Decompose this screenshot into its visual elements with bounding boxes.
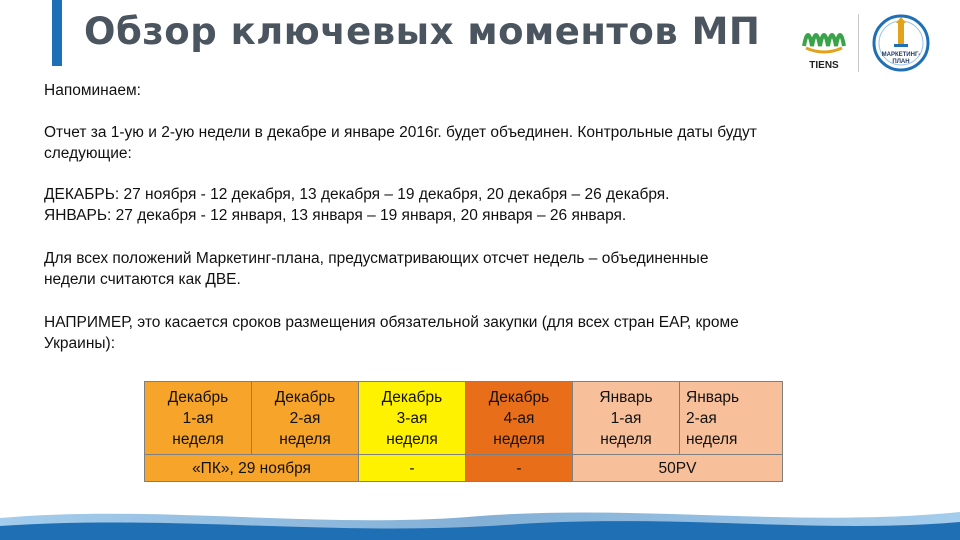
table-header-row: [145, 382, 783, 455]
tiens-logo: [798, 16, 850, 72]
header-month: Декабрь: [167, 388, 229, 406]
page-title: Обзор ключевых моментов МП: [84, 10, 761, 53]
december-dates: ДЕКАБРЬ: 27 ноября - 12 декабря, 13 декабря – 19 декабря, 20 декабря – 26 декабря.: [44, 186, 670, 203]
content-area: [44, 80, 924, 354]
example-text-line2: Украины):: [44, 335, 115, 352]
logo-divider: [858, 14, 859, 72]
header-week: 2-ая: [289, 409, 321, 427]
header-week: 4-ая: [503, 409, 535, 427]
header-cell-jan-week1: [573, 382, 680, 455]
footer-wave-decoration: [0, 500, 960, 540]
header-word: неделя: [686, 430, 738, 448]
header-month: Январь: [599, 388, 653, 406]
report-text-line2: следующие:: [44, 145, 132, 162]
header-cell-dec-week1: [145, 382, 252, 455]
january-dates: ЯНВАРЬ: 27 декабря - 12 января, 13 января – 19 января, 20 января – 26 января.: [44, 207, 627, 224]
header-word: неделя: [172, 430, 224, 448]
value-cell-dec-weeks-1-2: «ПК», 29 ноября: [145, 455, 359, 482]
value-cell-dec-week4: -: [466, 455, 573, 482]
header-cell-dec-week3: [359, 382, 466, 455]
mp-logo-line2: ПЛАН: [892, 59, 910, 65]
report-text-line1: Отчет за 1-ую и 2-ую недели в декабре и январе 2016г. будет объединен. Контрольные даты будут: [44, 124, 757, 141]
header-month: Декабрь: [274, 388, 336, 406]
header-month: Декабрь: [488, 388, 550, 406]
table-values-row: [145, 455, 783, 482]
header-word: неделя: [386, 430, 438, 448]
header-week: 1-ая: [182, 409, 214, 427]
marketing-plan-logo: [872, 14, 930, 72]
weeks-table: [144, 381, 783, 482]
header-word: неделя: [493, 430, 545, 448]
mp-logo-line1: МАРКЕТИНГ-: [881, 52, 921, 58]
header-cell-dec-week4: [466, 382, 573, 455]
value-cell-jan-weeks-1-2: 50PV: [573, 455, 783, 482]
header-word: неделя: [279, 430, 331, 448]
header-month: Декабрь: [381, 388, 443, 406]
example-text-line1: НАПРИМЕР, это касается сроков размещения обязательной закупки (для всех стран ЕАР, кроме: [44, 314, 739, 331]
header-week: 2-ая: [686, 409, 717, 427]
header-cell-dec-week2: [252, 382, 359, 455]
rule-text-line1: Для всех положений Маркетинг-плана, предусматривающих отсчет недель – объединенные: [44, 250, 709, 267]
title-accent-bar: [52, 0, 62, 66]
reminder-text: Напоминаем:: [44, 82, 141, 99]
header-month: Январь: [686, 388, 740, 406]
header-week: 3-ая: [396, 409, 428, 427]
tiens-logo-text: TIENS: [809, 60, 839, 71]
rule-text-line2: недели считаются как ДВЕ.: [44, 271, 241, 288]
header-word: неделя: [600, 430, 652, 448]
header-cell-jan-week2: [680, 382, 783, 455]
value-cell-dec-week3: -: [359, 455, 466, 482]
header-week: 1-ая: [610, 409, 642, 427]
